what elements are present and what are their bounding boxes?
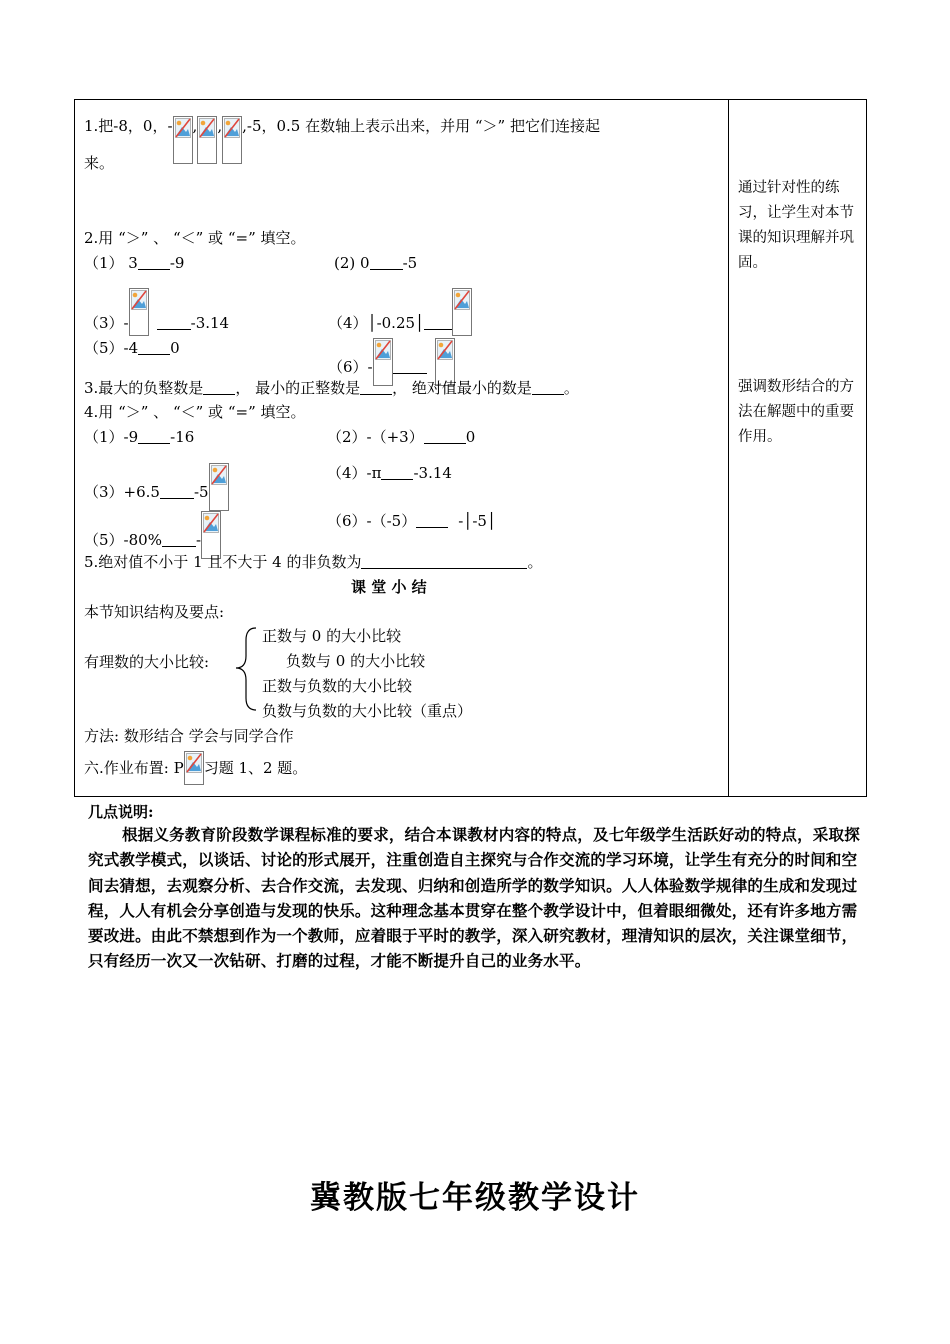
q1-text-b: ,-5，0.5 在数轴上表示出来，并用 “＞” 把它们连接起 xyxy=(242,117,600,135)
answer-blank xyxy=(424,428,466,444)
q2-item4-left: （4）│-0.25│ xyxy=(328,314,425,332)
fraction-image-icon xyxy=(222,116,242,164)
fraction-image-icon xyxy=(197,116,217,164)
q4-item2-left: （2）-（+3） xyxy=(327,428,424,446)
answer-blank xyxy=(370,254,403,270)
q2-item3-left: （3）- xyxy=(84,314,129,332)
q4-item4 xyxy=(327,463,452,483)
q4-item4-left: （4）-π xyxy=(327,464,382,482)
q2-item3-right: -3.14 xyxy=(190,314,230,332)
answer-blank xyxy=(416,512,448,528)
answer-blank xyxy=(160,483,194,499)
q4-item1-right: -16 xyxy=(170,428,195,446)
explanation-body: 根据义务教育阶段数学课程标准的要求，结合本课教材内容的特点，及七年级学生活跃好动的特点，采取探究式教学模式，以谈话、讨论的形式展开，注重创造自主探究与合作交流的学习环境，让学生有充分的时间和空间去猜想，去观察分析、去合作交流，去发现、归纳和创造所学的数学知识。人人体验数学规律的生成和发现过程，人人有机会分享创造与发现的快乐。这种理念基本贯穿在整个教学设计中，但着眼细微处，还有许多地方需要改进。由此不禁想到作为一个教师，应着眼于平时的教学，深入研究教材，理清知识的层次，关注课堂细节，只有经历一次又一次钻研、打磨的过程，才能不断提升自己的业务水平。 xyxy=(88,825,860,971)
fraction-image-icon xyxy=(452,288,472,336)
q4-item1 xyxy=(84,427,194,447)
q3-part-a: 3.最大的负整数是 xyxy=(84,379,204,397)
q4-item6-right: -│-5│ xyxy=(458,512,496,530)
summary-homework xyxy=(84,751,307,785)
q5-text: 5.绝对值不小于 1 且不大于 4 的非负数为 xyxy=(84,553,362,571)
summary-branch: 负数与负数的大小比较（重点） xyxy=(262,702,473,720)
summary-branch: 负数与 0 的大小比较 xyxy=(286,652,426,670)
q2-item5-left: （5）-4 xyxy=(84,339,139,357)
document-title: 冀教版七年级教学设计 xyxy=(310,1180,640,1216)
q2-item6-left: （6）- xyxy=(328,358,373,376)
q5-end: 。 xyxy=(527,553,543,571)
q2-item1 xyxy=(84,253,184,273)
answer-blank xyxy=(138,254,170,270)
summary-branch: 正数与负数的大小比较 xyxy=(262,677,413,695)
q2-title: 2.用 “＞” 、 “＜” 或 “=” 填空。 xyxy=(84,229,306,247)
q2-item5-right: 0 xyxy=(170,339,180,357)
q2-item4 xyxy=(328,288,472,336)
q4-item5-left: （5）-80% xyxy=(84,531,162,549)
q2-item2-left: (2) 0 xyxy=(334,254,370,272)
answer-blank xyxy=(361,553,527,569)
q4-item2 xyxy=(327,427,475,447)
answer-blank xyxy=(360,379,392,395)
q1-text-a: 1.把-8，0，- xyxy=(84,117,173,135)
summary-intro: 本节知识结构及要点: xyxy=(84,603,225,621)
q1-line2: 来。 xyxy=(84,154,115,172)
q4-title: 4.用 “＞” 、 “＜” 或 “=” 填空。 xyxy=(84,403,306,421)
q2-item2-right: -5 xyxy=(402,254,418,272)
answer-blank xyxy=(138,428,170,444)
homework-text-a: 六.作业布置: P xyxy=(84,759,184,777)
q1-line1 xyxy=(84,116,600,164)
answer-blank xyxy=(393,358,427,374)
fraction-image-icon xyxy=(209,463,229,511)
q4-item3-left: （3）+6.5 xyxy=(84,483,160,501)
teaching-note-2: 强调数形结合的方法在解题中的重要作用。 xyxy=(738,379,854,445)
q4-item4-right: -3.14 xyxy=(413,464,452,482)
q4-item6 xyxy=(327,511,496,531)
fraction-image-icon xyxy=(173,116,193,164)
answer-blank xyxy=(381,464,413,480)
curly-brace-icon xyxy=(232,626,260,712)
explanation-title: 几点说明: xyxy=(88,803,154,821)
q3 xyxy=(84,378,579,398)
summary-method: 方法: 数形结合 学会与同学合作 xyxy=(84,727,294,745)
q4-item3-right: -5 xyxy=(193,483,209,501)
fraction-image-icon xyxy=(129,288,149,336)
answer-blank xyxy=(157,314,191,330)
q5 xyxy=(84,552,543,572)
answer-blank xyxy=(532,379,564,395)
answer-blank xyxy=(203,379,235,395)
summary-root xyxy=(84,652,209,672)
answer-blank xyxy=(162,531,196,547)
q4-item1-left: （1）-9 xyxy=(84,428,139,446)
q4-item3 xyxy=(84,463,229,511)
q4-item2-right: 0 xyxy=(465,428,476,446)
summary-branch: 正数与 0 的大小比较 xyxy=(262,627,402,645)
homework-text-b: 习题 1、2 题。 xyxy=(203,759,308,777)
summary-heading: 课 堂 小 结 xyxy=(351,578,427,596)
q1-sep: , xyxy=(217,117,223,135)
q4-item6-left: （6）-（-5） xyxy=(327,512,417,530)
teaching-note-1: 通过针对性的练习，让学生对本节课的知识理解并巩固。 xyxy=(738,180,854,271)
answer-blank xyxy=(424,314,452,330)
q3-part-b: ， 最小的正整数是 xyxy=(235,379,361,397)
summary-root-label: 有理数的大小比较 xyxy=(84,653,205,671)
q2-item2 xyxy=(334,253,417,273)
q2-item5 xyxy=(84,338,180,358)
q1-sep: , xyxy=(192,117,198,135)
q2-item1-left: （1） 3 xyxy=(84,254,138,272)
column-divider xyxy=(728,100,729,796)
q2-item3 xyxy=(84,288,229,336)
answer-blank xyxy=(138,339,170,355)
q4-item5-right: - xyxy=(195,531,202,549)
q2-item1-right: -9 xyxy=(169,254,185,272)
q3-part-d: 。 xyxy=(563,379,579,397)
q3-part-c: ， 绝对值最小的数是 xyxy=(392,379,532,397)
lesson-table xyxy=(74,99,867,797)
page-number-image-icon xyxy=(184,751,204,785)
summary-colon: : xyxy=(204,653,210,671)
